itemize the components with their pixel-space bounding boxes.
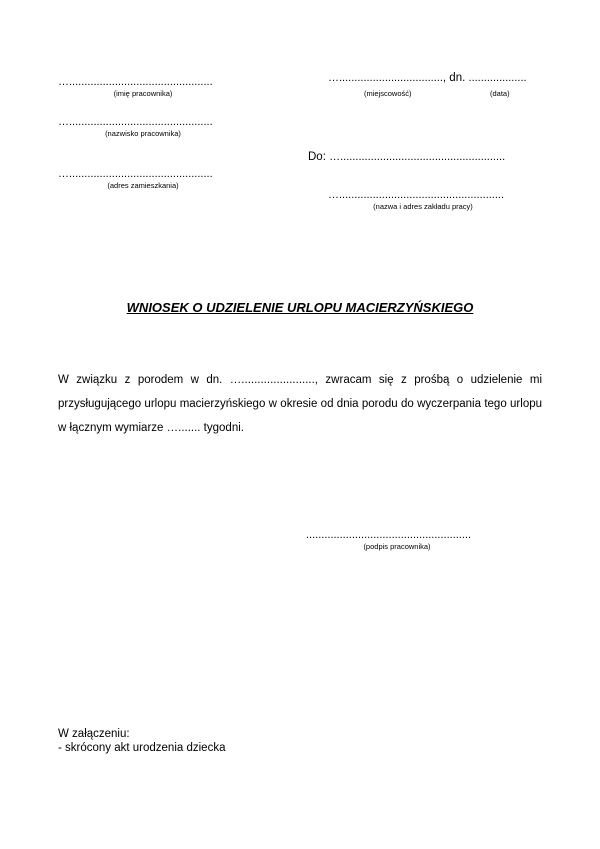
attachments-heading: W załączeniu: [58,728,130,740]
place-caption: (miejscowość) [364,89,412,98]
signature-field[interactable]: ...................................................... [306,529,472,541]
recipient-field[interactable]: …...................................................... [329,151,506,163]
date-field[interactable]: ................... [468,72,527,84]
signature-caption: (podpis pracownika) [363,542,431,551]
last-name-field[interactable]: …............................................... [58,116,213,128]
request-paragraph: W związku z porodem w dn. …......................., zwracam się z prośbą o udzielenie mi przysługującego urlopu macierzyńskiego w okresie od dnia porodu do wyczerpania tego urlopu w łącznym wymiarze …....... tygodni. [58,374,542,434]
employer-field[interactable]: …...................................................... [328,189,505,201]
to-label: Do: [308,151,326,163]
recipient-line [308,151,505,163]
place-field[interactable]: ….................................. [328,72,443,84]
first-name-caption: (imię pracownika) [113,89,173,98]
attachment-item: - skrócony akt urodzenia dziecka [58,742,226,754]
document-title: WNIOSEK O UDZIELENIE URLOPU MACIERZYŃSKIEGO [126,300,474,315]
attachments-section [58,727,225,755]
last-name-caption: (nazwisko pracownika) [105,129,181,138]
first-name-field[interactable]: …............................................... [58,76,213,88]
address-field[interactable]: …............................................... [58,168,213,180]
date-prefix: , dn. [442,72,466,84]
place-date-line [328,72,527,84]
date-caption: (data) [490,89,510,98]
employer-caption: (nazwa i adres zakładu pracy) [373,202,473,211]
address-caption: (adres zamieszkania) [107,181,179,190]
